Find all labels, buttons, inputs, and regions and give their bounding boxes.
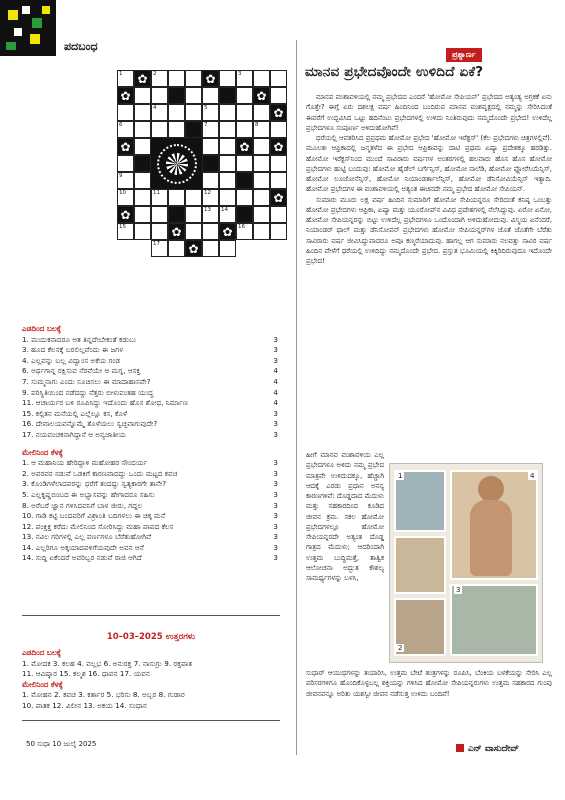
- illustration-number: 3: [456, 586, 461, 594]
- answer-line: 1. ಮೋಹನ 2. ಕವಚ 3. ಕರ್ತಾರ 5. ಭರಿಸು 8. ಅಬ್ಬರ 8. ಗುಡಾರ: [22, 690, 185, 700]
- mandala-ornament: [151, 138, 202, 189]
- illustration-panel: [394, 536, 446, 594]
- crossword-cell[interactable]: [219, 189, 236, 206]
- crossword-cell[interactable]: [151, 121, 168, 138]
- crossword-cell[interactable]: [219, 240, 236, 257]
- clues-across-heading: ಎಡದಿಂದ ಬಲಕ್ಕೆ: [22, 324, 61, 333]
- flower-icon: ✿: [185, 240, 202, 257]
- article-paragraph: ಸುಮಾರು ಮೂರು ಲಕ್ಷ ವರ್ಷ ಹಿಂದಿನ ಸುಮಾರಿಗೆ ಹೋಮೋ ಸೇಪಿಯನ್ನರೂ ಸೇರಿದಂತೆ ಕನಿಷ್ಠ ಒಂಬತ್ತು ಹೋಮೋ ಪ್ರಭೇದಗಳು ಆಫ್ರಿಕಾ, ಏಷ್ಯಾ ಮತ್ತು ಯೂರೋಪ್‌ನ ವಿವಿಧ ಪ್ರದೇಶಗಳಲ್ಲಿ ನೆಲೆಸಿದ್ದುವು. ಏರೋ ಏನೋ, ಹೋಮೋ ಸೇಪಿಯನ್ನರನ್ನು ಬಿಟ್ಟು ಉಳಿದೆಲ್ಲ ಪ್ರಭೇದಗಳೂ ಒಂದೊಂದಾಗಿ ಅಳಿದುಹೋದುವು. ವಿಸ್ಮಯ ಏನೆಂದರೆ, ನಿಯಾಂಡರ್ ಥಾಲ್ ಮತ್ತು ಡೆನಿಸೋವನ್ ಪ್ರಭೇದಗಳು ಹೋಮೋ ಸೇಪಿಯನ್ನರ್‌ಗಳ ಜೊತೆ ಜೊತೆಗೇ ಬೆರೆತು ಸಾವಿರಾರು ವರ್ಷ ಜೀವಿಸಿದ್ದುವಾದರೂ ಅವೂ ಕಣ್ಮರೆಯಾದುವು. ಹಾಗಲ್ಲ ಆಗ ಸುಮಾರು ನಲವತ್ತು ಸಾವಿರ ವರ್ಷ ಹಿಂದಿನ ವೇಳೆಗೆ ಧರೆಯಲ್ಲಿ ಉಳಿದಿದ್ದು ನಮ್ಮದೊಂದೇ ಪ್ರಭೇದ. ಪ್ರಸ್ತುತ ಭೂಮಿಯಲ್ಲಿ ಕಿಕ್ಕಿರಿದಿರುವುದೂ ಇದೊಂದೇ ಪ್ರಭೇದ!: [306, 195, 552, 265]
- crossword-cell[interactable]: 10: [117, 189, 134, 206]
- crossword-cell[interactable]: [270, 70, 287, 87]
- black-cell: [236, 172, 253, 189]
- crossword-cell[interactable]: 13: [202, 206, 219, 223]
- crossword-cell[interactable]: 1: [117, 70, 134, 87]
- crossword-cell[interactable]: [134, 121, 151, 138]
- crossword-cell[interactable]: [202, 172, 219, 189]
- crossword-cell[interactable]: 11: [151, 189, 168, 206]
- answers-title: 10–03–2025 ಉತ್ತರಗಳು: [106, 632, 196, 642]
- divider: [22, 615, 280, 616]
- article-paragraph: ಸುಧಾರ್ ಆಯುಧಗಳನ್ನು ತಯಾರಿಸಿ, ಉತ್ತಮ ಬೇಟೆ ತಂತ್ರಗಳನ್ನು ರೂಪಿಸಿ, ಬೆಂಕಿಯ ಬಳಕೆಯನ್ನು ಸೇರಿಸಿ ಎಲ್ಲ ಪರಿಸರಗಳಿಗೂ ಹೊಂದಿಕೊಳ್ಳಬಲ್ಲ ಶಕ್ತಿಯನ್ನು ಗಳಿಸಿದ ಹೋಮೋ ಸೇಪಿಯನ್ನರುಗಳು ಉತ್ತಮ ಸಹಕಾರದ ಗುಂಪು ಜೀವನವನ್ನೂ ಅರಿತು ಯಶಸ್ವೀ ಜೀವನ ನಡೆಸುತ್ತ ಉಳಿದು ಬಂದಿವೆ!: [306, 669, 552, 698]
- crossword-cell[interactable]: [253, 172, 270, 189]
- article-body: [306, 92, 552, 266]
- answer-line: 1. ಮೋದಕ 3. ಕಲಹ 4. ವಲ್ಲಭ 6. ಅನುರಕ್ತ 7. ನಾಸುಗ್ರು 9. ರಕ್ತಪಾತ: [22, 658, 193, 668]
- clue-item: 3. ಹೂದ ಕೆಲಸಕ್ಕೆ ಬರಲಿಲ್ಲವೆಂದು ಈ ಜಗಳ 3: [22, 345, 278, 355]
- column-divider: [296, 40, 297, 755]
- divider: [22, 720, 280, 721]
- crossword-cell[interactable]: 15: [117, 223, 134, 240]
- crossword-cell[interactable]: [253, 223, 270, 240]
- flower-icon: ✿: [270, 189, 287, 206]
- crossword-cell[interactable]: [270, 87, 287, 104]
- flower-icon: ✿: [168, 223, 185, 240]
- crossword-cell[interactable]: 12: [202, 189, 219, 206]
- flower-icon: ✿: [117, 138, 134, 155]
- flower-icon: ✿: [117, 87, 134, 104]
- crossword-cell[interactable]: [236, 104, 253, 121]
- crossword-cell[interactable]: 14: [219, 206, 236, 223]
- crossword-cell[interactable]: [253, 138, 270, 155]
- black-cell: [185, 121, 202, 138]
- crossword-cell[interactable]: 17: [151, 240, 168, 257]
- flower-icon: ✿: [253, 87, 270, 104]
- crossword-cell[interactable]: [185, 104, 202, 121]
- author-byline: [456, 744, 519, 754]
- human-figure-body: [470, 500, 512, 576]
- crossword-cell[interactable]: [202, 223, 219, 240]
- crossword-cell[interactable]: [236, 189, 253, 206]
- crossword-cell[interactable]: [117, 155, 134, 172]
- section-label: ಪದಬಂಧ: [64, 40, 98, 53]
- article-paragraph: ಮಾನವ ವಂಶಾವಳಿಯಲ್ಲಿ ನಮ್ಮ ಪ್ರಭೇದದ ಎಂದರೆ 'ಹೋಮೋ ಸೇಪಿಯನ್' ಪ್ರಭೇದದ ಅತ್ಯಂತ್ಯ ಅಗ್ರಕಕೆ ಏನು ಗೊತ್ತೇ? ಈಗ್ಗೆ ಏರು ದಶಲಕ್ಷ ವರ್ಷ ಹಿಂದಿನಿಂದ ಬಂದಿರುವ ಮಾನವ ವಂಶವೃಕ್ಷದಲ್ಲಿ ನಮ್ಮನ್ನು ಸೇರಿಸಿದಂತೆ ಈವರೆಗೆ ಉದ್ಭವಿಸಿದ ಒಟ್ಟು ಹದಿನೆಂಟು ಪ್ರಭೇದಗಳಲ್ಲಿ ಉಳಿದು ನಿಂತಿರುವುದು ನಮ್ಮದೊಂದೇ ಪ್ರಭೇದ! ಉಳಿದೆಲ್ಲ ಪ್ರಭೇದಗಳೂ ಸಂಪೂರ್ಣ ಅಳಿದುಹೋಗಿವೆ!: [306, 93, 552, 132]
- answers-block: [22, 648, 280, 712]
- crossword-cell[interactable]: [270, 121, 287, 138]
- crossword-cell[interactable]: 6: [117, 121, 134, 138]
- clue-item: 12. ಪಂಕ್ತಿಕ್ತ ಕರೆದು ಮೇಲಿನಿಂದ ಸೋರಿಸಿದ್ದು ಮಹಾ ಪಾಪದ ಕೆಲಸ 3: [22, 521, 278, 531]
- crossword-cell[interactable]: [270, 172, 287, 189]
- clues-block: [22, 322, 280, 564]
- flower-icon: ✿: [117, 206, 134, 223]
- clue-item: 7. ಸುಮ್ಮನಾಗು ಎಂದು ಸೂಚಿಸಲು ಈ ಮಾದಾಹಾಸವೇ? 4: [22, 376, 278, 386]
- flower-icon: ✿: [270, 104, 287, 121]
- crossword-cell[interactable]: 16: [236, 223, 253, 240]
- clue-item: 2. ಅವರವರ ನಡುವೆ ಒಡಕಿಗೆ ಕಾರಣವಾದದ್ದು ಒಂದು ಮಟ್ಟದ ಕವಚ 3: [22, 468, 278, 478]
- crossword-cell[interactable]: [168, 240, 185, 257]
- flower-icon: ✿: [219, 223, 236, 240]
- clue-item: 11. ಆಚಾರ್ಯರ ಬಳಿ ರೂಪಿಸಿದ್ದು ಇದೊಂದು ಹೊಸ ಶೋಧ, ನಿರ್ಮಾಣ 4: [22, 398, 278, 408]
- human-figure-head: [478, 476, 504, 502]
- clue-item: 5. ಎಲ್ಲಕೃಷ್ಣಬಿಂಬದ ಈ ಅಭ್ಯಾಸವನ್ನು ಹೇಗಾದರೂ ಸಹಿಸು 3: [22, 489, 278, 499]
- crossword-cell[interactable]: [168, 104, 185, 121]
- crossword-cell[interactable]: [219, 121, 236, 138]
- crossword-cell[interactable]: [134, 87, 151, 104]
- crossword-cell[interactable]: [253, 206, 270, 223]
- crossword-cell[interactable]: [219, 138, 236, 155]
- clue-item: 6. ಅರ್ಥಗಾನ್ನ ರಕ್ಷಿಸುವ ನೆರವೆಯೇ ಆ ಮಗ್ನ, ಆಸಕ್ತ 4: [22, 366, 278, 376]
- crossword-cell[interactable]: [253, 70, 270, 87]
- crossword-cell[interactable]: [134, 172, 151, 189]
- crossword-cell[interactable]: 9: [117, 172, 134, 189]
- crossword-cell[interactable]: [185, 206, 202, 223]
- article-paragraph: ಹೀಗೆ ಮಾನವ ವಂಶಾವಳಿಯ ಎಲ್ಲ ಪ್ರಭೇದಗಳೂ ಅಳಿದು ನಮ್ಮ ಪ್ರಭೇದ ಮಾತ್ರವೇ ಉಳಿದುದಕ್ಕೂ, ಹೆಚ್ಚಾಗಿ ಆದಕ್ಕೆ ಎರಡು ಪ್ರಧಾನ ಅನನ್ಯ ಕಾರಣಗಳಿವೆ: ದೊಡ್ಡದಾದ ಮೆದುಳು ಮತ್ತು ಸಹಕಾರದಿಂದ ಕೂಡಿದ ಜೀವನ ಕ್ರಮ. ಸಕಲ ಹೋಮೋ ಪ್ರಭೇದಗಳಲ್ಲೂ ಹೋಮೋ ಸೇಪಿಯನ್ನರದೇ ಅತ್ಯಂತ ದೊಡ್ಡ ಗಾತ್ರದ ಮೆದುಳು; ಆದರಿಂದಾಗಿ ಉತ್ತಮ ಬುದ್ಧಿಮತ್ತೆ, ತಾತ್ವಿಕ ಆಲೋಚನಾ ಅದ್ಭುತ ಕೌಶಲ್ಯ ಸಾಮರ್ಥ್ಯಗಳನ್ನು ಬಳಸಿ,: [306, 451, 384, 582]
- crossword-cell[interactable]: [219, 155, 236, 172]
- article-headline: ಮಾನವ ಪ್ರಭೇದವೊಂದೇ ಉಳಿದಿದೆ ಏಕೆ?: [305, 64, 484, 80]
- crossword-cell[interactable]: [219, 70, 236, 87]
- crossword-cell[interactable]: [185, 70, 202, 87]
- crossword-cell[interactable]: 2: [151, 70, 168, 87]
- evolution-illustration: [389, 463, 543, 663]
- crossword-cell[interactable]: [151, 206, 168, 223]
- clues-down-heading: ಮೇಲಿನಿಂದ ಕೆಳಕ್ಕೆ: [22, 447, 63, 457]
- clue-item: 1. ಆ ಮಹಾನಿಯ ಹೇರಿದ್ದಾಳಿ ಮಹೋಹರ ಸೌಂದರ್ಯ 3: [22, 458, 278, 468]
- clue-item: 13. ನವಿಲ ಗರಿಗಳಲ್ಲಿ ಎಲ್ಲ ವರ್ಣಗಳೂ ಬೆರೆತುಹೋಗಿವೆ 3: [22, 532, 278, 542]
- illustration-number: 4: [530, 472, 535, 480]
- crossword-cell[interactable]: [134, 206, 151, 223]
- crossword-cell[interactable]: [270, 206, 287, 223]
- square-icon: [456, 744, 464, 752]
- flower-icon: ✿: [134, 70, 151, 87]
- flower-icon: ✿: [236, 138, 253, 155]
- answers-across-heading: ಎಡದಿಂದ ಬಲಕ್ಕೆ: [22, 648, 61, 657]
- magazine-logo: [0, 0, 56, 56]
- crossword-cell[interactable]: 7: [202, 121, 219, 138]
- article-paragraph: ಧರೆಯಲ್ಲಿ ಆವತರಿಸಿದ ಪ್ರಪ್ರಥಮ ಹೋಮೋ ಪ್ರಭೇದ 'ಹೋಮೋ ಇರೆಕ್ಟಸ್' (ಕೆಲ ಪ್ರಭೇದಗಳು ಚಿತ್ರಗಳಲ್ಲಿವೆ). ಮೂಲತಃ ಆಫ್ರಿಕಾದಲ್ಲಿ ಜನ್ಮತಳೆದ ಈ ಪ್ರಭೇದ ಆಫ್ರಿಕಾವನ್ನು ದಾಟಿ ಪ್ರಥಮ ಏಷ್ಯಾ ಪ್ರದೇಶಕ್ಕೂ ಹರಡಿತ್ತು. ಹೋಮೋ ಇರೆಕ್ಟಸ್‌ನಿಂದ ಮುಂದೆ ಸಾವಿರಾರು ವರ್ಷಗಳ ಅಂತರಗಳಲ್ಲಿ ಹಲವಾರು ಹೊಸ ಹೊಸ ಹೋಮೋ ಪ್ರಭೇದಗಳು ಹುಟ್ಟಿ ಬಂದುವು: ಹೋಮೋ ಹೈಡೆಲ್ ಬರ್ಗೆನ್ಸಿಸ್, ಹೋಮೋ ನಾಲೆಡಿ, ಹೋಮೋ ಫ್ಲೋರೆಸಿಯೆನ್ಸಿಸ್, ಹೋಮೋ ಲೂಜೋನೆನ್ಸಿಸ್, ಹೋಮೋ ನಿಯಾಂಡರ್ತಾಲೆನ್ಸಿಸ್, ಹೋಮೋ ಡೆನಿಸೋವಿಯೆನ್ಸಿಸ್ ಇತ್ಯಾದಿ. ಹೋಮೋ ಪ್ರಭೇದಗಳ ಈ ವಂಶಾವಳಿಯಲ್ಲಿ ಅತ್ಯಂತ ಈಚಿನದೇ ನಮ್ಮ ಪ್ರಭೇದ ಹೋಮೋ ಸೇಪಿಯನ್.: [306, 134, 552, 194]
- crossword-cell[interactable]: [134, 189, 151, 206]
- crossword-cell[interactable]: [270, 223, 287, 240]
- crossword-cell[interactable]: [236, 155, 253, 172]
- crossword-cell[interactable]: [185, 189, 202, 206]
- clue-item: 1. ಮುದುಕನಾದರೂ ಆತ ತಿನ್ನದೇಬೇಕಂತೆ ಕಡುಬು 3: [22, 334, 278, 344]
- clue-item: 17. ನಯವಂಚಕನಾಗಿದ್ದಾನೆ ಆ ಅನ್ಯಜಾತೀಯ 3: [22, 429, 278, 439]
- flower-icon: ✿: [270, 138, 287, 155]
- clue-item: 14. ಎಲ್ಲರಿಗೂ ಅಕ್ಕಯಾದವಳಿಗೆಯವುದೇ ಅವನ ಆನೆ 3: [22, 542, 278, 552]
- crossword-cell[interactable]: [168, 189, 185, 206]
- clue-item: 14. ಸುದ್ದಿ ಏಕೆಂದರೆ ಅವರಿಬ್ಬರ ನಡುವೆ ರಾಜಿ ಆಗಿದೆ 3: [22, 553, 278, 563]
- crossword-cell[interactable]: [202, 240, 219, 257]
- crossword-cell[interactable]: [270, 155, 287, 172]
- black-cell: [236, 206, 253, 223]
- crossword-cell[interactable]: [253, 155, 270, 172]
- crossword-cell[interactable]: [134, 223, 151, 240]
- illustration-number: 2: [398, 644, 403, 652]
- article-kicker: ಪ್ರಶ್ನಾರ್ಣ: [446, 48, 482, 62]
- author-name: ಎನ್ ವಾಸುದೇವ್: [468, 744, 519, 754]
- crossword-cell[interactable]: [168, 121, 185, 138]
- crossword-cell[interactable]: [219, 104, 236, 121]
- clue-item: 3. ಕೊಂಡಿಗಳೆಲಾದವರನ್ನು ಧರೆಗೆ ತಂದದ್ದು ಸ್ವತ್ಯಕಾರಗೇ ತಾನೇ? 3: [22, 479, 278, 489]
- black-cell: [168, 206, 185, 223]
- flower-icon: ✿: [202, 70, 219, 87]
- page-footer: 50 ಸುಧಾ 10 ಜುಲೈ 2025: [26, 740, 97, 748]
- black-cell: [134, 155, 151, 172]
- illustration-number: 1: [398, 472, 403, 480]
- crossword-cell[interactable]: [134, 104, 151, 121]
- crossword-cell[interactable]: [151, 223, 168, 240]
- crossword-cell[interactable]: [236, 121, 253, 138]
- clue-item: 8. ಅರೆಬರೆ ಜ್ಞಾನ ಗಳಿಸಿದವನಿಗೆ ಬಾಳ ಜೀರು, ಗದ್ದಲ 3: [22, 500, 278, 510]
- crossword-cell[interactable]: 8: [253, 121, 270, 138]
- crossword-cell[interactable]: [117, 104, 134, 121]
- answer-line: 11. ಆವಿಷ್ಕಾರ 15. ಕಲ್ಮಶ 16. ಧಾವನ 17. ಯವನ: [22, 669, 150, 679]
- crossword-cell[interactable]: 3: [236, 70, 253, 87]
- crossword-grid: [117, 70, 287, 240]
- clue-item: 10. ಗಾಡಿ ಕಟ್ಟಿ ಬಂದವರಿಗೆ ವಿಶ್ರಾಂತಿ ಬದಿಗಳಲು ಈ ಚಿಕ್ಕ ಮನೆ 3: [22, 511, 278, 521]
- crossword-cell[interactable]: [236, 87, 253, 104]
- clue-item: 15. ಕಲ್ಪಿತನ ಮನೆಯಲ್ಲಿ ಎಲ್ಲೆಲ್ಲೂ ಕಸ, ಕೊಳೆ 3: [22, 408, 278, 418]
- crossword-cell[interactable]: [253, 189, 270, 206]
- crossword-cell[interactable]: [151, 87, 168, 104]
- illustration-panel: [450, 584, 538, 656]
- clue-item: 9. ಪರಿಸ್ಥಿತಿಯಿಂದ ನಡೆದದ್ದು ನೆತ್ತರು ಬೀಳುವಂತಹ ಯುದ್ಧ 4: [22, 387, 278, 397]
- crossword-cell[interactable]: 4: [151, 104, 168, 121]
- answers-down-heading: ಮೇಲಿನಿಂದ ಕೆಳಕ್ಕೆ: [22, 679, 63, 689]
- crossword-cell[interactable]: [185, 223, 202, 240]
- crossword-cell[interactable]: [202, 87, 219, 104]
- crossword-cell[interactable]: [185, 87, 202, 104]
- answer-line: 10. ಪಾತಕ 12. ವಿಲೀನ 13. ಅಕಯ 14. ಸಂಧಾನ: [22, 700, 148, 710]
- clue-item: 16. ದೇವಾಲಯವನ್ನೊಮ್ಮೆ ತೊಳೆಯಲು ಸ್ವಚ್ಛವಾಗುವುದೇ? 3: [22, 419, 278, 429]
- crossword-cell[interactable]: [134, 138, 151, 155]
- crossword-cell[interactable]: [253, 104, 270, 121]
- black-cell: [219, 87, 236, 104]
- crossword-cell[interactable]: [168, 70, 185, 87]
- black-cell: [202, 155, 219, 172]
- black-cell: [168, 87, 185, 104]
- crossword-cell[interactable]: 5: [202, 104, 219, 121]
- clue-item: 4. ಎಲ್ಲವನ್ನು ಬಲ್ಲ ವಿದ್ವಾಂಸ ಅಕೆಯ ಗಂಡ 3: [22, 355, 278, 365]
- crossword-cell[interactable]: [202, 138, 219, 155]
- crossword-cell[interactable]: [219, 172, 236, 189]
